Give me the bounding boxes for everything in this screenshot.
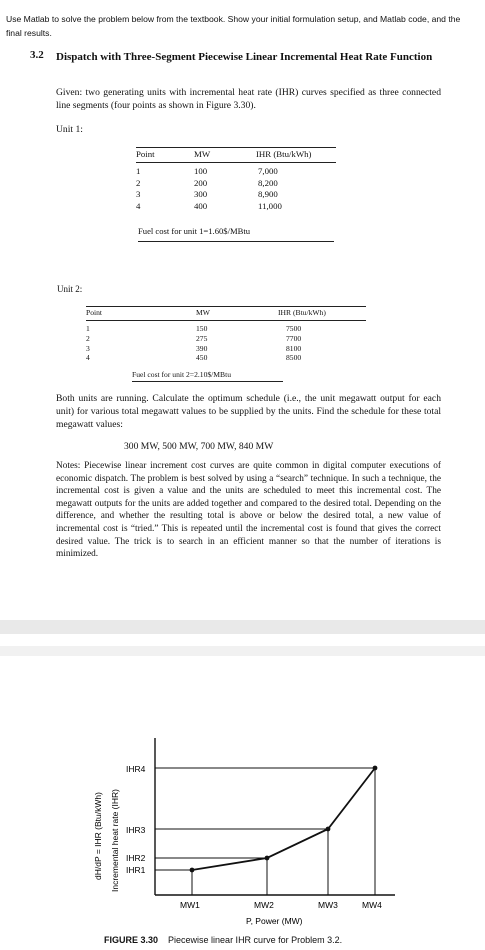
unit2-col-ihr: IHR (Btu/kWh) [278,307,366,321]
unit2-table [86,306,366,363]
table-row [86,334,366,344]
unit1-col-mw: MW [194,148,256,163]
cell: 275 [196,333,208,343]
cell: 4 [86,353,90,363]
cell: 8100 [286,343,302,353]
given-paragraph: Given: two generating units with incremental heat rate (IHR) curves specified as three connected line segments (four points as shown in Figure 3.30). [56,87,441,111]
section-title: Dispatch with Three-Segment Piecewise Linear Incremental Heat Rate Function [56,51,433,63]
notes-paragraph: Notes: Piecewise linear increment cost curves are quite common in digital computer executions of economic dispatch. The problem is best solved by using a “search” technique. In such a technique, the incremental cost is given a value and the units are scheduled to meet this incremental cost. The megawatt outputs for the units are added together and compared to the desired total. Depending on the difference, and whether the resulting total is above or below the desired total, a new value of incremental cost is “tried.” This is repeated until the incremental cost is found that gives the correct desired value. The trick is to search in an efficient manner so that the number of iterations is minimized. [56,461,441,560]
task-paragraph: Both units are running. Calculate the optimum schedule (i.e., the unit megawatt output for each unit) for various total megawatt values to be supplied by the units. Find the schedule for these total megawatt values: [56,393,441,430]
unit2-label: Unit 2: [57,284,83,294]
figure-caption [104,935,342,945]
cell: 1 [86,324,90,333]
cell: 300 [194,189,208,199]
cell: 7700 [286,333,302,343]
mw1-label: MW1 [180,900,200,910]
mw3-label: MW3 [318,900,338,910]
unit2-col-mw: MW [196,307,278,321]
cell: 3 [136,189,141,199]
curve-point-4 [373,766,378,771]
figure-number: FIGURE 3.30 [104,935,159,945]
table-row [136,189,336,201]
table-row [136,201,336,213]
cell: 390 [196,343,208,353]
table-row [86,321,366,334]
cell: 1 [136,166,141,176]
mw2-label: MW2 [254,900,274,910]
cell: 200 [194,177,208,188]
page-divider-shadow [0,646,485,656]
cell: 400 [194,200,208,211]
cell: 450 [196,353,208,363]
cell: 4 [136,200,141,211]
cell: 8,200 [258,177,278,188]
cell: 7500 [286,324,302,333]
cell: 2 [86,333,90,343]
curve-point-2 [265,856,270,861]
unit1-col-ihr: IHR (Btu/kWh) [256,148,336,163]
curve-point-1 [190,868,195,873]
y-axis-title: Incremental heat rate (IHR) [110,789,120,892]
unit1-col-point: Point [136,148,194,163]
page-divider [0,620,485,634]
table-row [86,344,366,354]
section-number: 3.2 [30,49,44,61]
ihr2-label: IHR2 [126,853,146,863]
table-row [136,178,336,190]
cell: 2 [136,177,141,188]
cell: 8500 [286,353,302,363]
unit1-fuel-cost: Fuel cost for unit 1=1.60$/MBtu [138,226,334,242]
schedule-values: 300 MW, 500 MW, 700 MW, 840 MW [124,441,274,452]
cell: 100 [194,166,208,176]
ihr1-label: IHR1 [126,865,146,875]
ihr-curve [192,768,375,870]
unit1-header-row [136,148,336,163]
y-axis-formula: dH/dP = IHR (Btu/kWh) [93,792,103,880]
table-row [136,163,336,178]
ihr3-label: IHR3 [126,825,146,835]
cell: 11,000 [258,200,282,211]
x-axis-title: P, Power (MW) [246,916,303,926]
unit2-fuel-cost: Fuel cost for unit 2=2.10$/MBtu [132,370,283,382]
assignment-instruction: Use Matlab to solve the problem below from the textbook. Show your initial formulation setup, and Matlab code, and the final results. [6,14,461,38]
ihr-figure [0,700,485,935]
cell: 8,900 [258,189,278,199]
figure-caption-text: Piecewise linear IHR curve for Problem 3.2. [168,935,343,945]
cell: 7,000 [258,166,278,176]
cell: 150 [196,324,208,333]
curve-point-3 [326,827,331,832]
ihr4-label: IHR4 [126,764,146,774]
mw4-label: MW4 [362,900,382,910]
unit2-header-row [86,307,366,321]
cell: 3 [86,343,90,353]
table-row [86,353,366,363]
unit1-table [136,147,336,212]
unit2-col-point: Point [86,307,196,321]
unit1-label: Unit 1: [56,124,83,135]
